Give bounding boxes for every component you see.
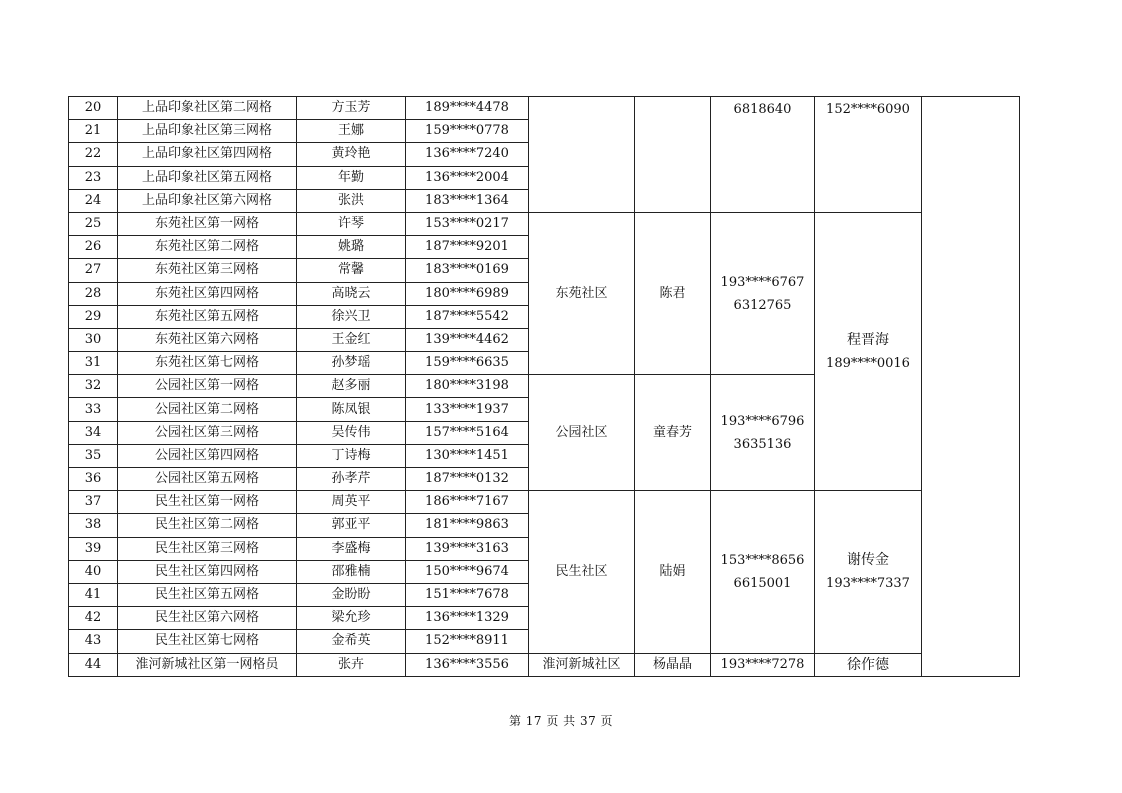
grid-name: 上品印象社区第五网格 [118,166,297,189]
row-no: 21 [69,120,118,143]
worker-phone: 157****5164 [406,421,529,444]
grid-name: 民生社区第六网格 [118,607,297,630]
grid-name: 民生社区第一网格 [118,491,297,514]
row-no: 20 [69,97,118,120]
grid-name: 公园社区第二网格 [118,398,297,421]
grid-name: 民生社区第三网格 [118,537,297,560]
community-cell: 公园社区 [529,375,635,491]
row-no: 22 [69,143,118,166]
grid-worker: 王娜 [297,120,406,143]
grid-name: 上品印象社区第三网格 [118,120,297,143]
row-no: 32 [69,375,118,398]
contact-cell [711,212,815,374]
page-footer: 第 17 页 共 37 页 [508,714,614,728]
row-no: 37 [69,491,118,514]
worker-phone: 151****7678 [406,583,529,606]
worker-phone: 152****8911 [406,630,529,653]
row-no: 30 [69,328,118,351]
grid-name: 民生社区第二网格 [118,514,297,537]
worker-phone: 183****1364 [406,189,529,212]
row-no: 23 [69,166,118,189]
grid-worker: 金希英 [297,630,406,653]
row-no: 34 [69,421,118,444]
row-no: 28 [69,282,118,305]
grid-worker: 郭亚平 [297,514,406,537]
director-cell [815,97,922,213]
contact-mobile: 193****6767 [720,274,805,290]
row-no: 25 [69,212,118,235]
row-no: 40 [69,560,118,583]
grid-worker: 丁诗梅 [297,444,406,467]
grid-worker: 李盛梅 [297,537,406,560]
contact-landline: 6615001 [733,575,792,591]
row-no: 44 [69,653,118,676]
grid-worker: 邵雅楠 [297,560,406,583]
worker-phone: 186****7167 [406,491,529,514]
contact-mobile: 193****6796 [720,413,805,429]
grid-worker: 黄玲艳 [297,143,406,166]
row-no: 38 [69,514,118,537]
director-name: 谢传金 [847,551,889,568]
worker-phone: 136****7240 [406,143,529,166]
contact-cell [711,97,815,213]
table-row [69,212,1020,235]
row-no: 39 [69,537,118,560]
grid-name: 公园社区第五网格 [118,468,297,491]
row-no: 26 [69,236,118,259]
worker-phone: 180****3198 [406,375,529,398]
blank-column [922,97,1020,677]
row-no: 41 [69,583,118,606]
director-name: 程晋海 [847,331,889,348]
grid-worker: 方玉芳 [297,97,406,120]
community-cell: 淮河新城社区 [529,653,635,676]
grid-worker: 金盼盼 [297,583,406,606]
contact-landline: 3635136 [733,436,792,452]
worker-phone: 180****6989 [406,282,529,305]
contact-cell: 193****7278 [711,653,815,676]
grid-name: 公园社区第一网格 [118,375,297,398]
contact-landline: 6312765 [733,297,792,313]
worker-phone: 150****9674 [406,560,529,583]
grid-worker: 姚璐 [297,236,406,259]
grid-name: 东苑社区第六网格 [118,328,297,351]
grid-worker: 赵多丽 [297,375,406,398]
community-cell: 民生社区 [529,491,635,653]
worker-phone: 187****5542 [406,305,529,328]
worker-phone: 133****1937 [406,398,529,421]
director-phone: 152****6090 [826,102,910,117]
grid-name: 东苑社区第二网格 [118,236,297,259]
grid-name: 淮河新城社区第一网格员 [118,653,297,676]
table-row [69,491,1020,514]
worker-phone: 136****2004 [406,166,529,189]
row-no: 35 [69,444,118,467]
director-cell [815,212,922,490]
grid-worker: 张洪 [297,189,406,212]
contact-cell [711,491,815,653]
row-no: 43 [69,630,118,653]
worker-phone: 187****9201 [406,236,529,259]
grid-worker: 梁允珍 [297,607,406,630]
worker-phone: 136****3556 [406,653,529,676]
table-row [69,653,1020,676]
row-no: 31 [69,352,118,375]
community-cell: 东苑社区 [529,212,635,374]
contact-phone: 6818640 [733,102,792,117]
worker-phone: 153****0217 [406,212,529,235]
worker-phone: 139****4462 [406,328,529,351]
grid-name: 公园社区第四网格 [118,444,297,467]
row-no: 36 [69,468,118,491]
grid-name: 东苑社区第三网格 [118,259,297,282]
grid-name: 民生社区第七网格 [118,630,297,653]
worker-phone: 139****3163 [406,537,529,560]
grid-table [68,96,1020,677]
worker-phone: 189****4478 [406,97,529,120]
worker-phone: 159****0778 [406,120,529,143]
contact-mobile: 153****8656 [720,552,805,568]
worker-phone: 130****1451 [406,444,529,467]
grid-name: 东苑社区第一网格 [118,212,297,235]
director-phone: 193****7337 [826,575,910,591]
leader-cell: 童春芳 [635,375,711,491]
grid-name: 民生社区第五网格 [118,583,297,606]
row-no: 33 [69,398,118,421]
leader-cell: 陆娟 [635,491,711,653]
table-row [69,97,1020,120]
community-cell [529,97,635,213]
row-no: 29 [69,305,118,328]
worker-phone: 136****1329 [406,607,529,630]
grid-name: 东苑社区第七网格 [118,352,297,375]
table-body [69,97,1020,677]
grid-name: 公园社区第三网格 [118,421,297,444]
grid-name: 东苑社区第四网格 [118,282,297,305]
contact-cell [711,375,815,491]
director-cell [815,491,922,653]
worker-phone: 183****0169 [406,259,529,282]
grid-worker: 周英平 [297,491,406,514]
worker-phone: 159****6635 [406,352,529,375]
director-phone: 189****0016 [826,355,910,371]
grid-name: 民生社区第四网格 [118,560,297,583]
worker-phone: 181****9863 [406,514,529,537]
grid-worker: 孙孝芹 [297,468,406,491]
leader-cell: 陈君 [635,212,711,374]
grid-worker: 高晓云 [297,282,406,305]
grid-worker: 徐兴卫 [297,305,406,328]
row-no: 42 [69,607,118,630]
grid-name: 上品印象社区第六网格 [118,189,297,212]
grid-worker: 吴传伟 [297,421,406,444]
grid-name: 东苑社区第五网格 [118,305,297,328]
leader-cell [635,97,711,213]
row-no: 24 [69,189,118,212]
grid-worker: 许琴 [297,212,406,235]
grid-worker: 张卉 [297,653,406,676]
grid-worker: 王金红 [297,328,406,351]
director-cell: 徐作德 [815,653,922,676]
worker-phone: 187****0132 [406,468,529,491]
grid-worker: 年勤 [297,166,406,189]
grid-name: 上品印象社区第二网格 [118,97,297,120]
grid-name: 上品印象社区第四网格 [118,143,297,166]
leader-cell: 杨晶晶 [635,653,711,676]
row-no: 27 [69,259,118,282]
grid-worker: 孙梦瑶 [297,352,406,375]
grid-worker: 陈凤银 [297,398,406,421]
grid-worker: 常馨 [297,259,406,282]
